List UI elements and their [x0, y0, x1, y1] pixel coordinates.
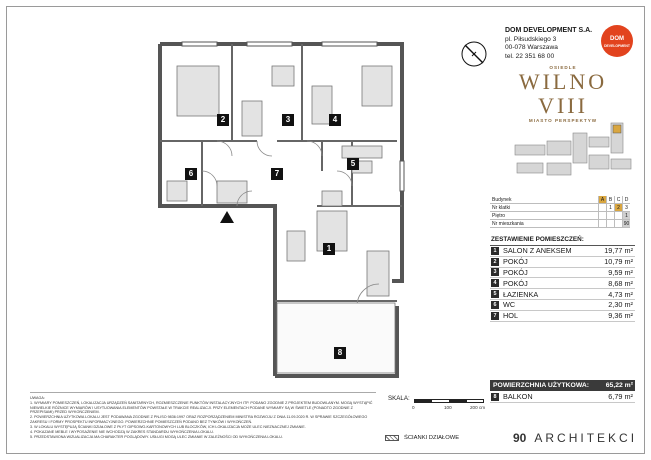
developer-address-2: 00-078 Warszawa	[505, 44, 558, 52]
note-line: 5. PRZEDSTAWIONA WIZUALIZACJA MA CHARAKTER POGLĄDOWY. USŁUGI MOGĄ ULEC ZMIANIE W ZALEŻNOŚCI OD WYKOŃCZENIA LOKALU.	[30, 434, 283, 439]
info-row-apartment: Nr mieszkania 90	[492, 221, 630, 227]
developer-info	[505, 27, 592, 61]
scale-tick-200: 200 cm	[470, 405, 486, 410]
balcony-row: 8 BALKON 6,79 m²	[490, 392, 635, 403]
room-row: 6 WC 2,30 m²	[490, 300, 635, 311]
hatch-icon	[385, 435, 399, 441]
note-line: 2. POWIERZCHNIA UŻYTKOWA LOKALU JEST PODAWANA ZGODNIE Z PN-ISO 9836:1997 ORAZ ROZPORZĄDZENIEM MINISTRA ROZWOJU Z DNIA 11.09.2020 R. W SPRAWIE SZCZEGÓŁOWEGO ZAKRESU I FORMY PROSPEKTU INFORMACYJNEGO. POWIERZCHNIE POMIESZCZEŃ PODANO BEZ TYNKÓW I WYKOŃCZEŃ.	[30, 415, 368, 424]
note-line: 1. WYMIARY POMIESZCZEŃ, LOKALIZACJA URZĄDZEŃ SANITARNYCH, ROZMIESZCZENIE PUNKTÓW INSTALACYJNYCH ITP. PODANO ZGODNIE Z PROJEKTEM BUDOWLANYM. MOGĄ WYSTĄPIĆ NIEWIELKIE RÓŻNICE WYMIARÓW I USYTUOWANIA ELEMENTÓW POWSTAŁE W TRAKCIE REALIZACJI. PRZY ELEMENTACH PODANE WYMIARY SĄ W ŚWIETLE (PONADTO ZGODNIE Z PRZEPISAMI) PRZED WYKOŃCZENIEM.	[30, 400, 373, 415]
rooms-title: ZESTAWIENIE POMIESZCZEŃ:	[490, 234, 635, 246]
architect-number: 90	[513, 431, 527, 445]
info-row-staircase: Nr klatki 1 2 3	[490, 204, 630, 212]
brand-name: WILNO VIII	[518, 69, 608, 118]
architect-credit	[513, 431, 637, 445]
logo-subtext: DEVELOPMENT	[604, 44, 630, 48]
floor-plan-drawing	[157, 41, 407, 381]
room-row: 4 POKÓJ 8,68 m²	[490, 278, 635, 289]
plan-label-8: 8	[334, 347, 346, 359]
plan-label-2: 2	[217, 114, 229, 126]
site-map	[507, 115, 637, 191]
developer-phone: tel. 22 351 68 00	[505, 52, 555, 60]
total-usable-area: POWIERZCHNIA UŻYTKOWA: 65,22 m²	[490, 380, 635, 391]
brand-tagline: MIASTO PERSPEKTYW	[528, 118, 598, 123]
scale-bar	[388, 391, 488, 413]
developer-name: DOM DEVELOPMENT S.A.	[505, 27, 593, 34]
plan-sheet	[6, 6, 645, 454]
plan-label-3: 3	[282, 114, 294, 126]
rooms-table	[490, 234, 635, 322]
plan-label-1: 1	[323, 243, 335, 255]
note-line: UWAGA:	[30, 396, 45, 400]
room-row: 2 POKÓJ 10,79 m²	[490, 257, 635, 268]
plan-label-4: 4	[329, 114, 341, 126]
architect-name: ARCHITEKCI	[534, 431, 638, 445]
info-table	[490, 196, 630, 228]
legend-label: ŚCIANKI DZIAŁOWE	[404, 435, 460, 441]
room-row: 3 POKÓJ 9,59 m²	[490, 268, 635, 279]
developer-logo	[601, 25, 633, 57]
room-row: 1 SALON Z ANEKSEM 19,77 m²	[490, 246, 635, 257]
note-line: 3. W LOKALU WYSTĘPUJĄ ŚCIANKI DZIAŁOWE Z PŁYT GIPSOWO-KARTONOWYCH LUB BLOCZKÓW, ICH LOKALIZACJA MOŻE ULEC NIEZNACZNEJ ZMIANIE.	[30, 424, 306, 429]
room-row: 7 HOL 9,36 m²	[490, 311, 635, 322]
brand-prefix: OSIEDLE	[549, 65, 577, 70]
plan-label-6: 6	[185, 168, 197, 180]
entrance-marker	[220, 211, 234, 223]
scale-tick-0: 0	[412, 405, 415, 410]
legend	[385, 435, 459, 441]
scale-label: SKALA:	[388, 395, 410, 402]
compass-icon	[461, 41, 487, 67]
developer-address-1: pl. Piłsudskiego 3	[505, 35, 557, 43]
info-row-floor: Piętro 1	[490, 212, 630, 220]
notes	[30, 392, 376, 450]
scale-tick-100: 100	[444, 405, 452, 410]
plan-label-5: 5	[347, 158, 359, 170]
logo-text: DOM	[610, 36, 624, 42]
room-row: 5 ŁAZIENKA 4,73 m²	[490, 289, 635, 300]
note-line: 4. POKAZANE MEBLE I WYPOSAŻENIE NIE WCHODZĄ W ZAKRES STANDARDU WYKOŃCZENIA LOKALU.	[30, 429, 214, 434]
floor-plan	[157, 41, 407, 381]
info-row-building: Budynek A B C D	[492, 197, 629, 203]
plan-label-7: 7	[271, 168, 283, 180]
